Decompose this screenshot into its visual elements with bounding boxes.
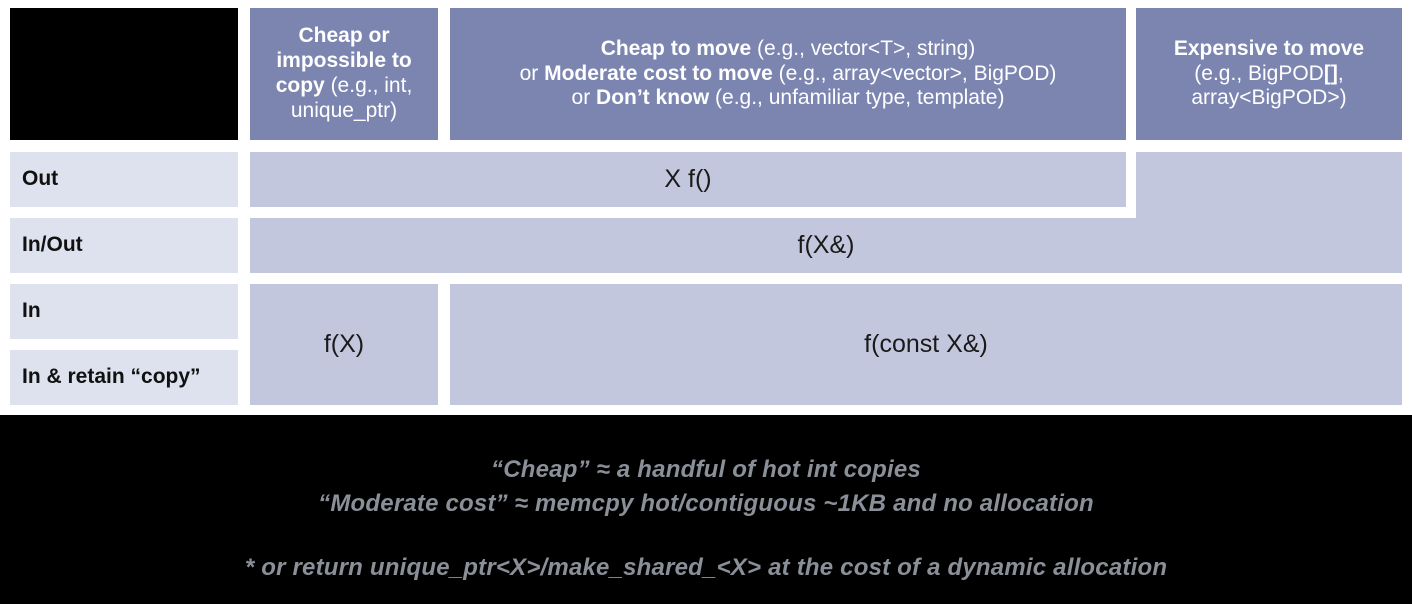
column-header-text: Cheap or impossible to copy (e.g., int, unique_ptr) bbox=[275, 24, 413, 122]
footnote-cheap: “Cheap” ≈ a handful of hot int copies bbox=[491, 456, 921, 483]
cell-in-const-ref bbox=[450, 284, 1402, 405]
column-header-text: Cheap to move (e.g., vector<T>, string) or Moderate cost to move (e.g., array<vector>, BigPOD) or Don’t know (e.g., unfamiliar type, template) bbox=[519, 36, 1057, 110]
column-header-expensive-to-move bbox=[1136, 8, 1402, 140]
footnotes bbox=[0, 415, 1412, 604]
column-header-cheap-or-impossible-to-copy bbox=[250, 8, 438, 140]
cell-out-expensive bbox=[1136, 152, 1402, 218]
column-header-text: Expensive to move (e.g., BigPOD[], array<BigPOD>) bbox=[1173, 36, 1365, 110]
cell-text: f(X) bbox=[323, 329, 365, 358]
cell-text: X f() bbox=[664, 164, 712, 193]
row-label-text: In bbox=[22, 299, 41, 323]
row-label-in-retain-copy bbox=[10, 350, 238, 405]
row-label-in-out bbox=[10, 218, 238, 273]
row-label-out bbox=[10, 152, 238, 207]
row-label-in bbox=[10, 284, 238, 339]
row-label-text: In & retain “copy” bbox=[22, 365, 201, 389]
cell-text: f(const X&) bbox=[864, 329, 988, 358]
footnote-return-smart-pointer: * or return unique_ptr<X>/make_shared_<X> at the cost of a dynamic allocation bbox=[244, 554, 1168, 582]
footnote-moderate-cost: “Moderate cost” ≈ memcpy hot/contiguous ~1KB and no allocation bbox=[318, 490, 1094, 518]
row-label-text: Out bbox=[22, 167, 59, 191]
cell-in-cheap-copy bbox=[250, 284, 438, 405]
row-label-text: In/Out bbox=[22, 233, 83, 257]
cell-inout-merged bbox=[250, 218, 1402, 273]
table-corner-cell bbox=[10, 8, 238, 140]
cell-out-merged bbox=[250, 152, 1126, 207]
cell-text: f(X&) bbox=[797, 230, 855, 259]
column-header-cheap-to-move bbox=[450, 8, 1126, 140]
